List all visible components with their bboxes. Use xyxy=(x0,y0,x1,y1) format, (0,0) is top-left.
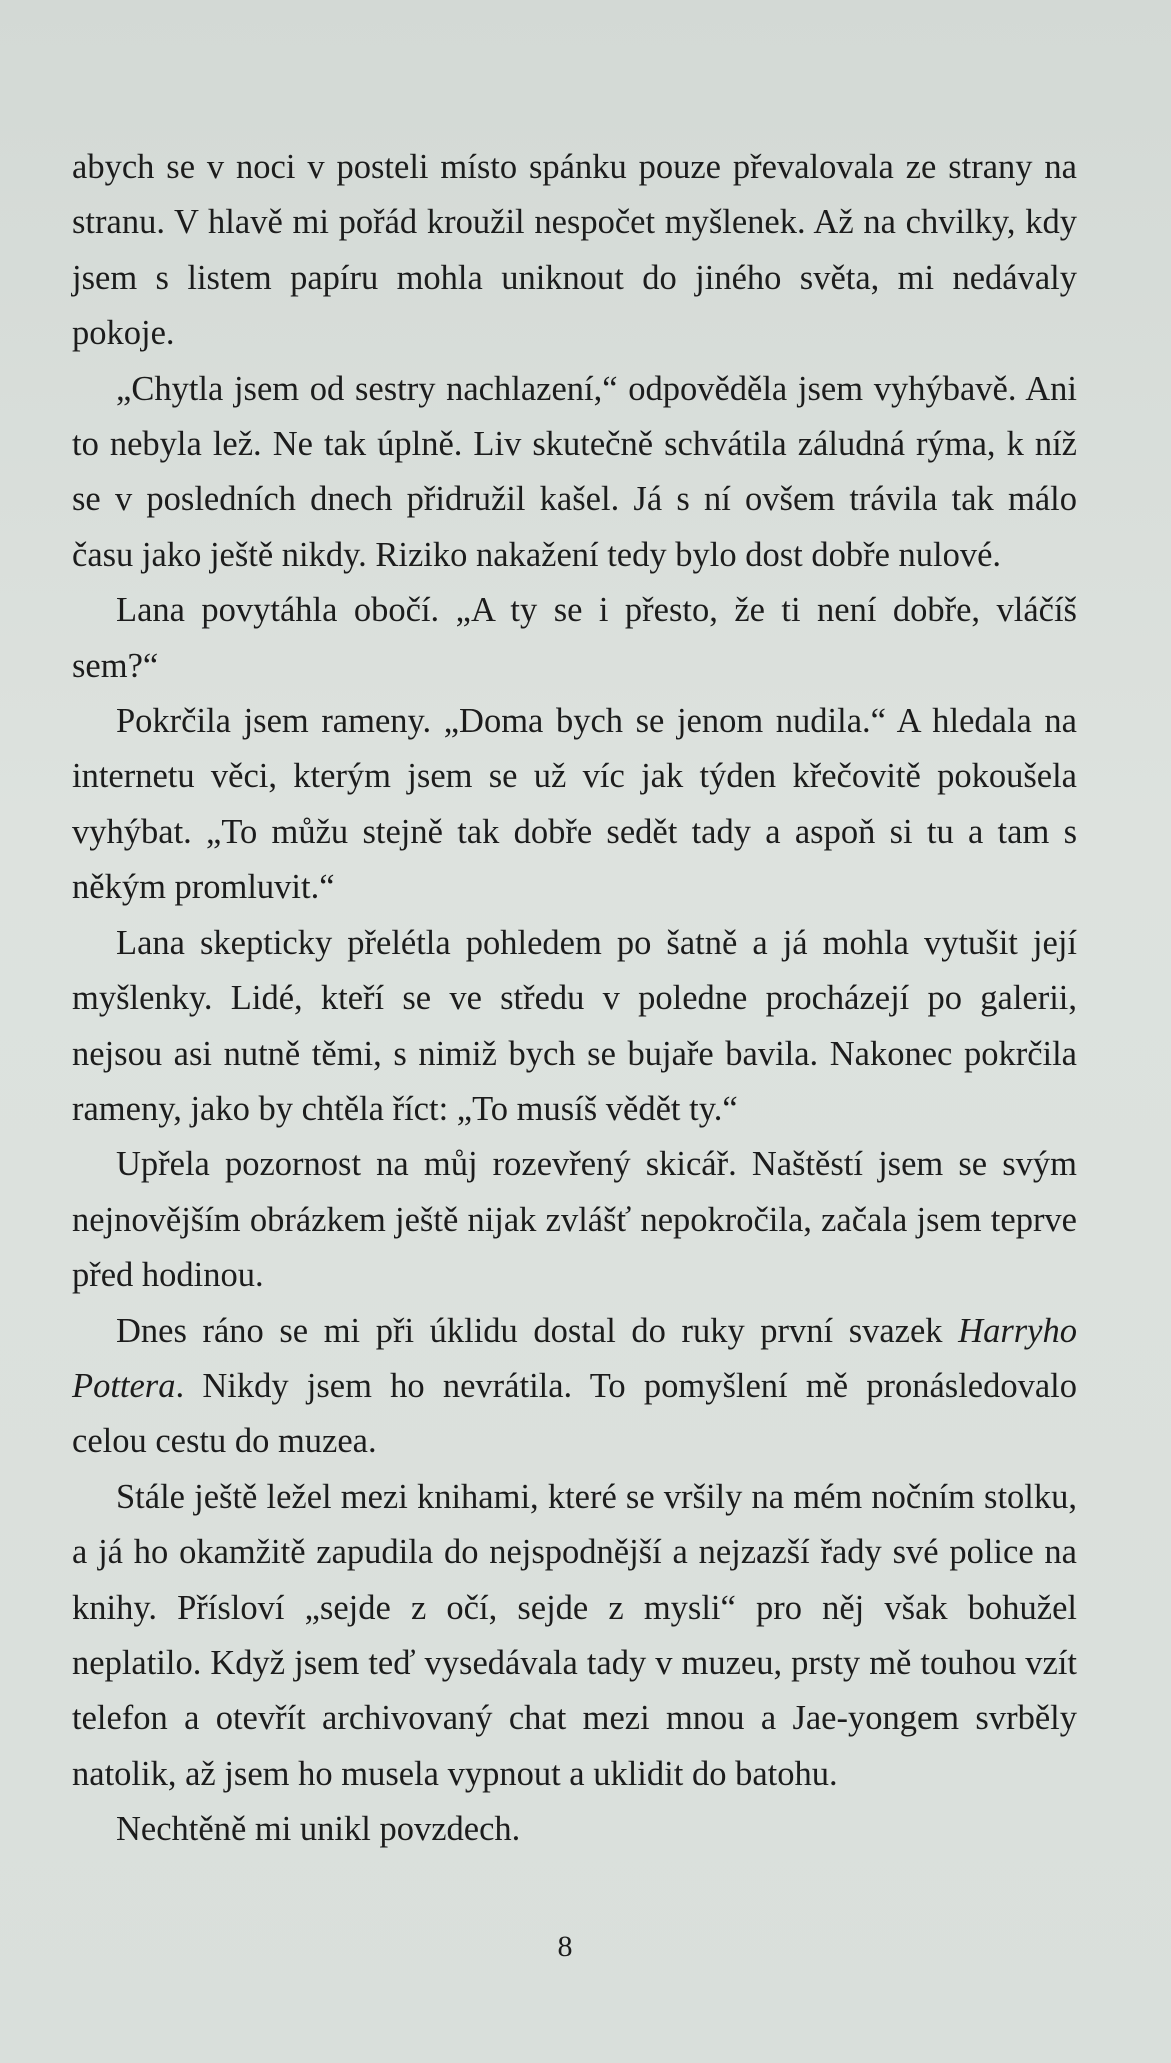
book-title: Harryho Pottera xyxy=(72,1311,1077,1405)
page-number: 8 xyxy=(557,1930,573,1963)
paragraph: Upřela pozornost na můj rozevřený skicář. Naštěstí jsem se svým nejnovějším obrázkem ještě nijak zvlášť nepokročila, začala jsem teprve před hodinou. xyxy=(72,1145,1077,1295)
paragraph: Nechtěně mi unikl povzdech. xyxy=(116,1810,521,1849)
paragraph-text: . Nikdy jsem ho nevrátila. To pomyšlení mě pronásledovalo celou cestu do muzea. xyxy=(72,1366,1077,1461)
body-text xyxy=(72,140,1077,1858)
paragraph-text: Dnes ráno se mi při úklidu dostal do ruky první svazek xyxy=(116,1311,959,1350)
paragraph: „Chytla jsem od sestry nachlazení,“ odpověděla jsem vyhýbavě. Ani to nebyla lež. Ne tak úplně. Liv skutečně schvátila záludná rýma, k níž se v posledních dnech přidružil kašel. Já s ní ovšem trávila tak málo času jako ještě nikdy. Riziko nakažení tedy bylo dost dobře nulové. xyxy=(72,369,1077,574)
paragraph: abych se v noci v posteli místo spánku pouze převalovala ze strany na stranu. V hlavě mi pořád kroužil nespočet myšlenek. Až na chvilky, kdy jsem s listem papíru mohla uniknout do jiného světa, mi nedávaly pokoje. xyxy=(72,148,1077,353)
paragraph: Pokrčila jsem rameny. „Doma bych se jenom nudila.“ A hledala na internetu věci, kterým jsem se už víc jak týden křečovitě pokoušela vyhýbat. „To můžu stejně tak dobře sedět tady a aspoň si tu a tam s někým promluvit.“ xyxy=(72,702,1077,907)
paragraph: Stále ještě ležel mezi knihami, které se vršily na mém nočním stolku, a já ho okamžitě zapudila do nejspodnější a nejzazší řady své police na knihy. Přísloví „sejde z očí, sejde z mysli“ pro něj však bohužel neplatilo. Když jsem teď vysedávala tady v muzeu, prsty mě touhou vzít telefon a otevřít archivovaný chat mezi mnou a Jae-yongem svrběly natolik, až jsem ho musela vypnout a uklidit do batohu. xyxy=(72,1477,1077,1793)
paragraph: Lana skepticky přelétla pohledem po šatně a já mohla vytušit její myšlenky. Lidé, kteří se ve středu v poledne procházejí po galerii, nejsou asi nutně těmi, s nimiž bych se bujaře bavila. Nakonec pokrčila rameny, jako by chtěla říct: „To musíš vědět ty.“ xyxy=(72,923,1077,1128)
paragraph-harry xyxy=(72,1304,1077,1470)
paragraph: Lana povytáhla obočí. „A ty se i přesto, že ti není dobře, vláčíš sem?“ xyxy=(72,591,1077,685)
